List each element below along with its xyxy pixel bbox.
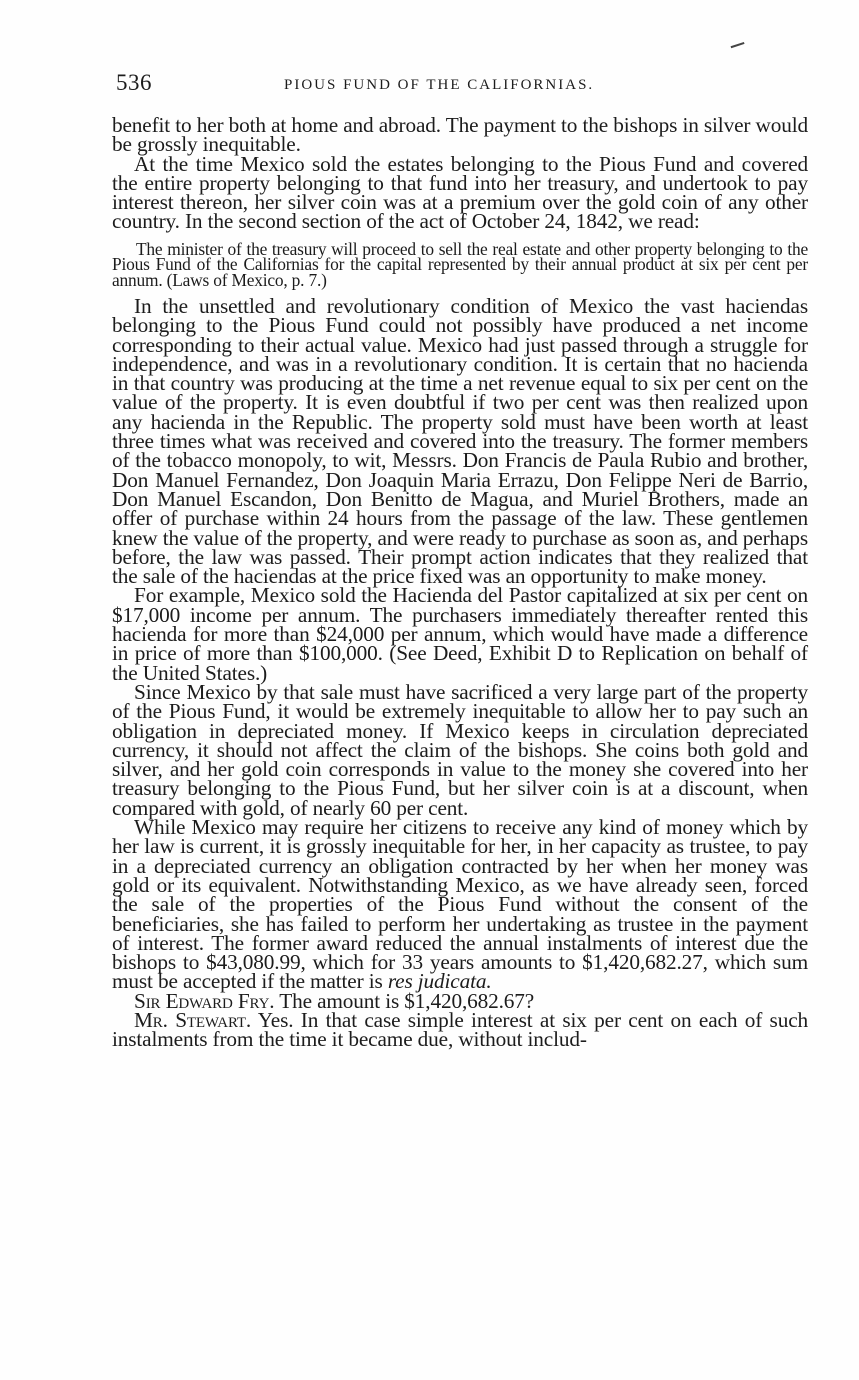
block-quote: The minister of the treasury will proceed to sell the real estate and other property belonging to the Pious Fund of the Californias for the capital represented by their annual product at six per cent per annum. (Laws of Mexico, p. 7.): [112, 238, 808, 290]
paragraph-5: Since Mexico by that sale must have sacrificed a very large part of the property of the Pious Fund, it would be extremely inequitable to allow her to pay such an obligation in depreciated money. If Mexico keeps in circulation depreciated currency, it should not affect the claim of the bishops. She coins both gold and silver, and her gold coin corresponds in value to the money she covered into her treasury belonging to the Pious Fund, but her silver coin is at a discount, when compared with gold, of nearly 60 per cent.: [112, 679, 808, 820]
running-head: PIOUS FUND OF THE CALIFORNIAS.: [284, 77, 595, 93]
paragraph-8: [112, 1007, 808, 1052]
body-text: [112, 113, 808, 1052]
paragraph-2: At the time Mexico sold the estates belonging to the Pious Fund and covered the entire property belonging to that fund into her treasury, and undertook to pay interest thereon, her silver coin was at a premium over the gold coin of any other country. In the second section of the act of October 24, 1842, we read:: [112, 151, 808, 234]
paragraph-8-text: Yes. In that case simple interest at six per cent on each of such instalments from the time it became due, without includ-: [112, 1007, 808, 1052]
paragraph-3: In the unsettled and revolutionary condition of Mexico the vast haciendas belonging to the Pious Fund could not possibly have produced a net income corresponding to their actual value. Mexico had just passed through a struggle for independence, and was in a revolutionary condition. It is certain that no hacienda in that country was producing at the time a net revenue equal to six per cent on the value of the property. It is even doubtful if two per cent was then realized upon any hacienda in the Republic. The property sold must have been worth at least three times what was received and covered into the treasury. The former members of the tobacco monopoly, to wit, Messrs. Don Francis de Paula Rubio and brother, Don Manuel Fernandez, Don Joaquin Maria Errazu, Don Felippe Neri de Barrio, Don Manuel Escandon, Don Benitto de Magua, and Muriel Brothers, made an offer of purchase within 24 hours from the passage of the law. These gentlemen knew the value of the property, and were ready to purchase as soon as, and perhaps before, the law was passed. Their prompt action indicates that they realized that the sale of the haciendas at the price fixed was an opportunity to make money.: [112, 294, 808, 589]
speaker-fry: Sir Edward Fry.: [134, 988, 275, 1013]
paragraph-1: benefit to her both at home and abroad. The payment to the bishops in silver would be grossly inequitable.: [112, 113, 808, 157]
paragraph-6: [112, 815, 808, 994]
res-judicata-italic: res judicata.: [387, 969, 492, 994]
paragraph-6-text: While Mexico may require her citizens to receive any kind of money which by her law is current, it is grossly inequitable for her, in her capacity as trustee, to pay in a depreciated currency an obligation contracted by her when her money was gold or its equivalent. Notwithstanding Mexico, as we have already seen, forced the sale of the properties of the Pious Fund without the consent of the beneficiaries, she has failed to perform her undertaking as trustee in the payment of interest. The former award reduced the annual instalments of interest due the bishops to $43,080.99, which for 33 years amounts to $1,420,682.27, which sum must be accepted if the matter is: [112, 815, 808, 994]
speaker-stewart: Mr. Stewart.: [134, 1007, 252, 1032]
paragraph-7-text: The amount is $1,420,682.67?: [279, 988, 535, 1013]
paragraph-4: For example, Mexico sold the Hacienda del Pastor capitalized at six per cent on $17,000 income per annum. The purchasers immediately thereafter rented this hacienda for more than $24,000 per annum, which would have made a difference in price of more than $100,000. (See Deed, Exhibit D to Replication on behalf of the United States.): [112, 583, 808, 685]
stray-ink-mark: [731, 42, 746, 51]
page-header: [116, 70, 806, 106]
page-number: 536: [116, 70, 152, 95]
